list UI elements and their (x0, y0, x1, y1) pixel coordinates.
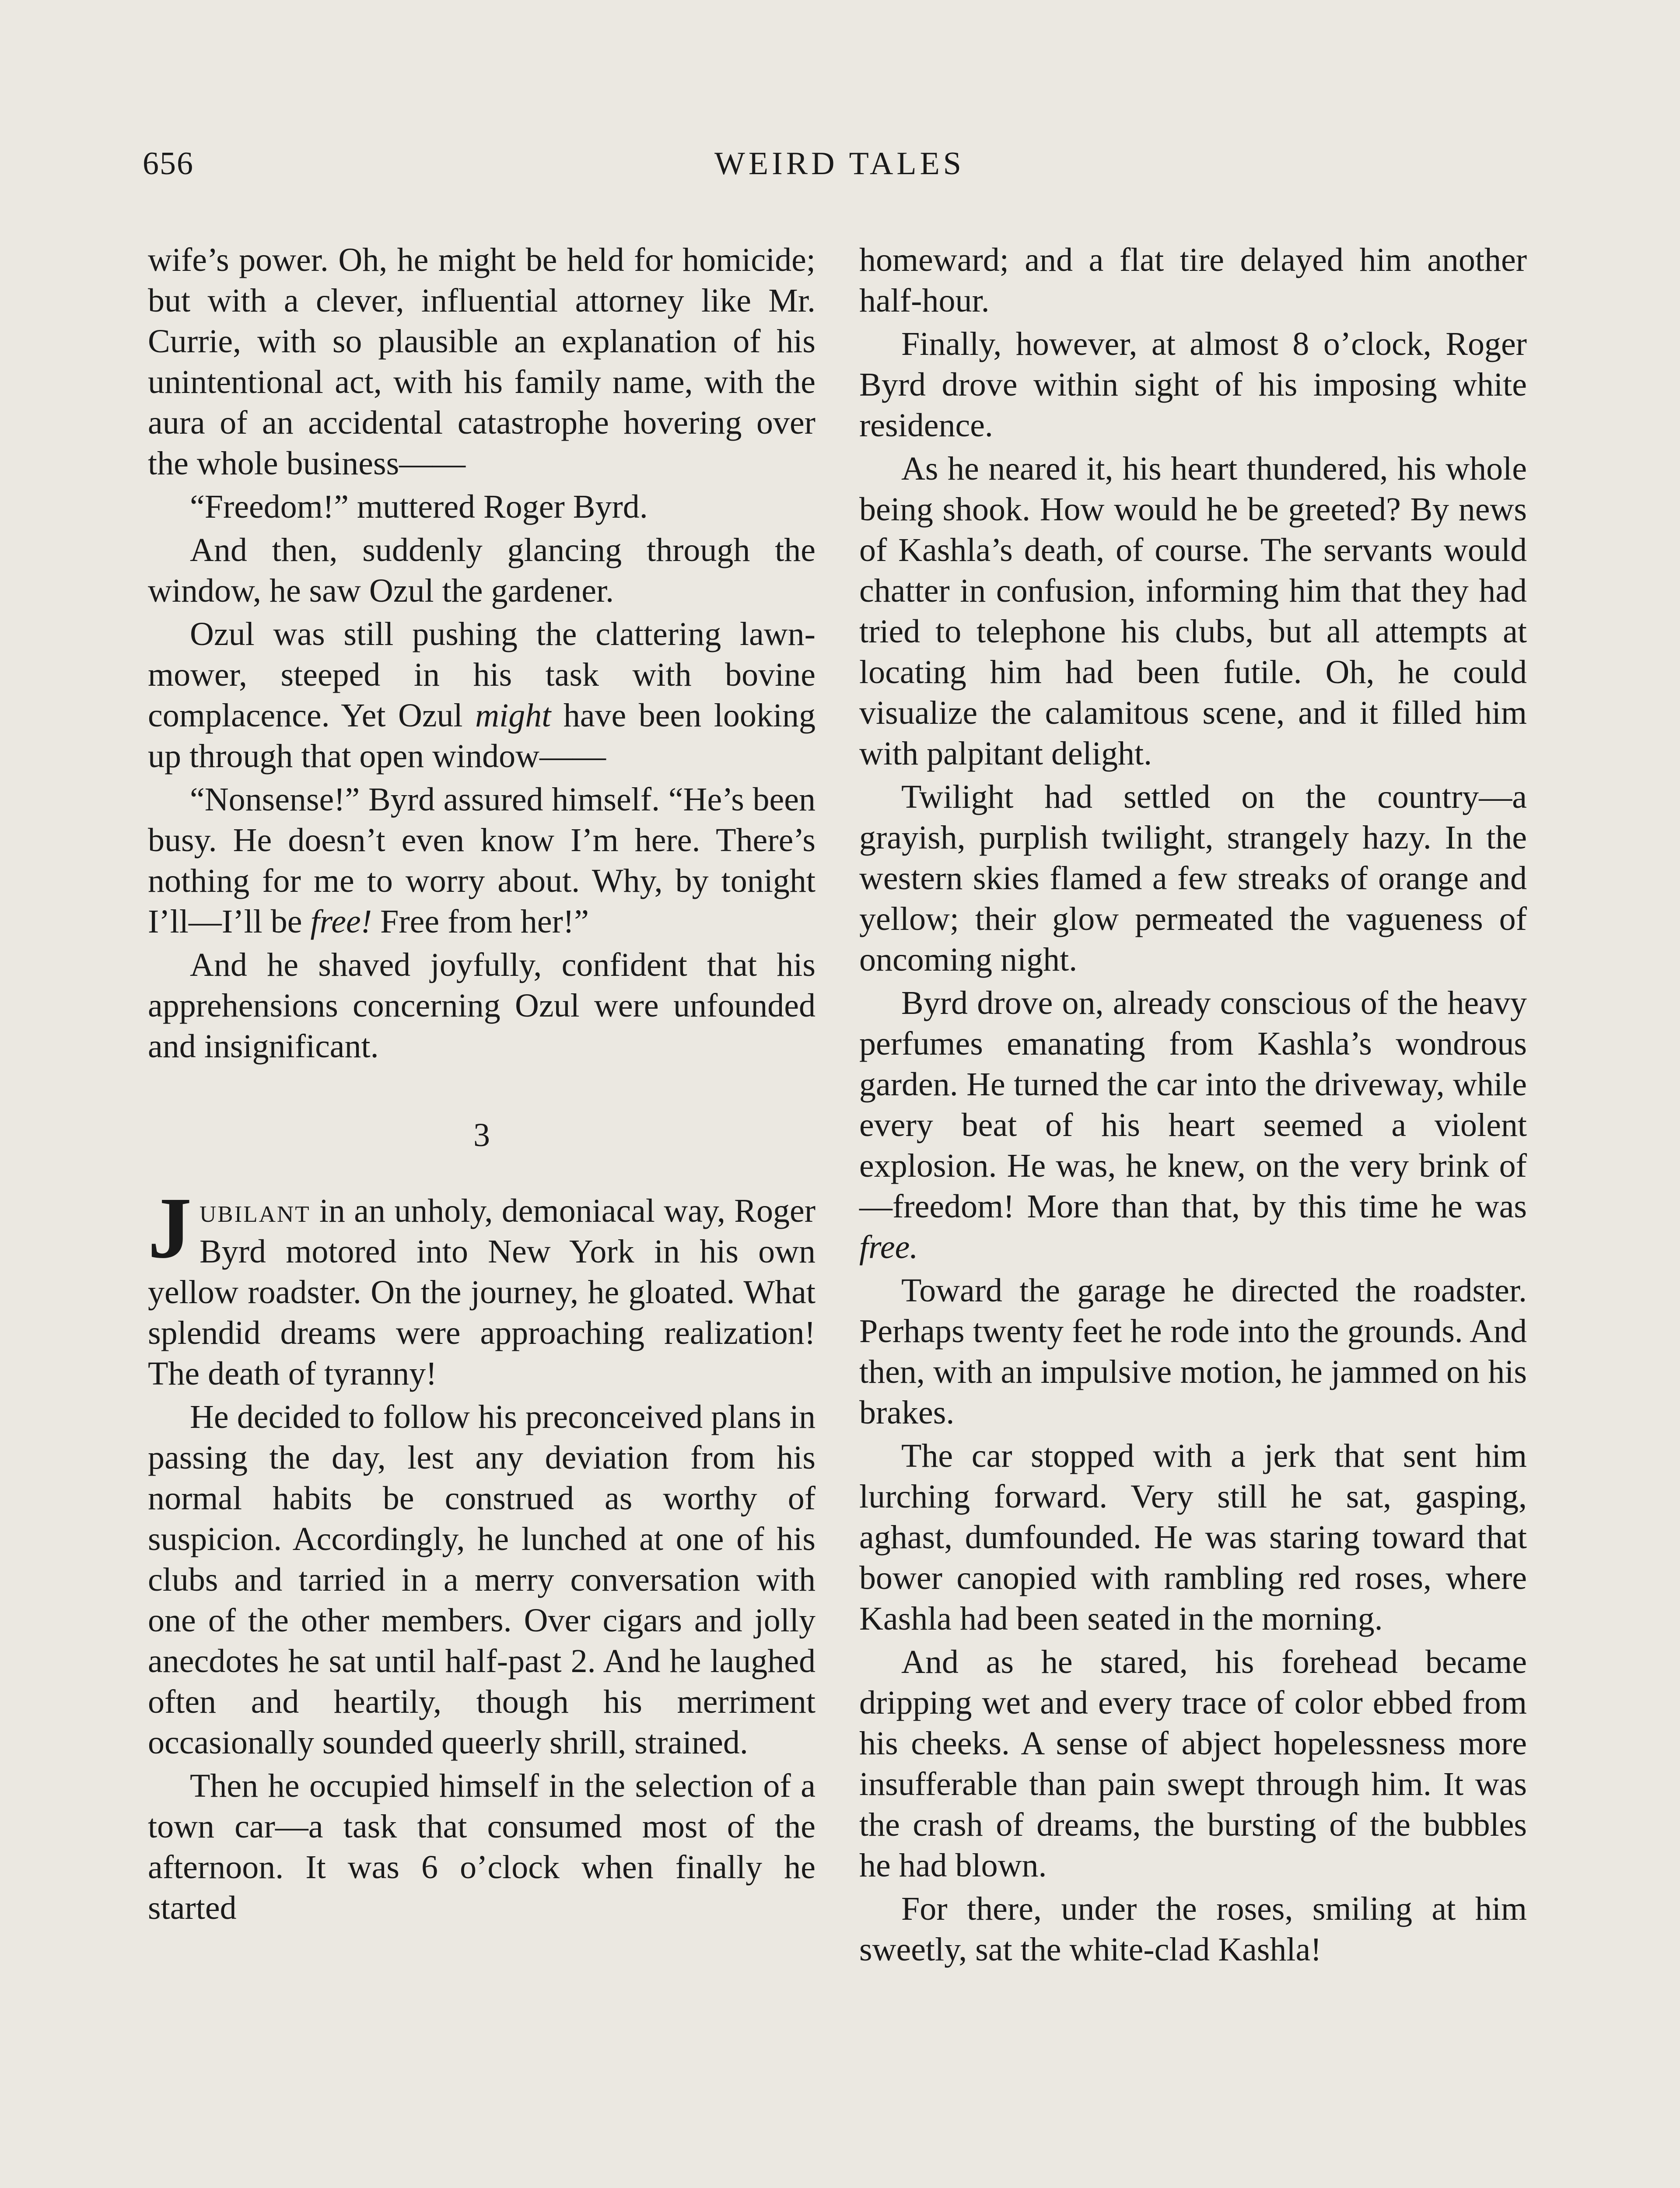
paragraph: And he shaved joyfully, confident that his apprehensions concerning Ozul were unfounded and insignificant. (148, 947, 816, 1065)
paragraph: Twilight had settled on the country—a grayish, purplish twilight, strangely hazy. In the western skies flamed a few streaks of orange and yellow; their glow permeated the vagueness of oncoming night. (859, 778, 1527, 978)
small-caps-text: ubilant (200, 1192, 311, 1229)
text-run: Ozul was still pushing the clattering lawn-mower, steeped in his task with bovine complacence. Yet Ozul (148, 616, 816, 734)
paragraph: And as he stared, his forehead became dripping wet and every trace of color ebbed from his cheeks. A sense of abject hopelessness more insufferable than pain swept through him. It was the crash of dreams, the bursting of the bubbles he had blown. (859, 1644, 1527, 1884)
italic-text: free! (310, 903, 372, 940)
paragraph (859, 983, 1527, 1268)
italic-text: might (475, 697, 551, 734)
paragraph: wife’s power. Oh, he might be held for homicide; but with a clever, influential attorney like Mr. Currie, with so plausible an explanation of his unintentional act, with his family name, with the aura of an accidental catastrophe hovering over the whole business—— (148, 242, 816, 482)
left-column (148, 240, 816, 1931)
paragraph: homeward; and a flat tire delayed him another half-hour. (859, 242, 1527, 319)
page-number: 656 (143, 146, 194, 182)
paragraph: Finally, however, at almost 8 o’clock, Roger Byrd drove within sight of his imposing white residence. (859, 326, 1527, 444)
page-header (143, 145, 1536, 198)
text-run: in an unholy, demoniacal way, Roger Byrd motored into New York in his own yellow roadster. On the journey, he gloated. What splendid dreams were approaching realization! The death of tyranny! (148, 1192, 816, 1392)
section-number: 3 (473, 1117, 490, 1154)
italic-text: free. (859, 1229, 918, 1266)
paragraph: He decided to follow his preconceived plans in passing the day, lest any deviation from his normal habits be construed as worthy of suspicion. Accordingly, he lunched at one of his clubs and tarried in a merry conversation with one of the other members. Over cigars and jolly anecdotes he sat until half-past 2. And he laughed often and heartily, though his merriment occasionally sounded queerly shrill, strained. (148, 1399, 816, 1761)
paragraph (148, 779, 816, 942)
text-run: Byrd drove on, already conscious of the heavy perfumes emanating from Kashla’s wondrous garden. He turned the car into the driveway, while every beat of his heart seemed a violent explosion. He was, he knew, on the very brink of—freedom! More than that, by this time he was (859, 985, 1527, 1225)
right-column (859, 240, 1527, 1973)
paragraph: For there, under the roses, smiling at him sweetly, sat the white-clad Kashla! (859, 1890, 1527, 1968)
paragraph (148, 614, 816, 777)
text-run: Free from her!” (372, 903, 589, 940)
text-run: have been looking up through that open window—— (148, 697, 816, 775)
paragraph: Toward the garage he directed the roadster. Perhaps twenty feet he rode into the grounds. And then, with an impulsive motion, he jammed on his brakes. (859, 1272, 1527, 1431)
paragraph: The car stopped with a jerk that sent him lurching forward. Very still he sat, gasping, aghast, dumfounded. He was staring toward that bower canopied with rambling red roses, where Kashla had been seated in the morning. (859, 1438, 1527, 1637)
paragraph (148, 1180, 816, 1394)
drop-cap: J (148, 1180, 192, 1276)
running-title: WEIRD TALES (714, 146, 965, 182)
paragraph: And then, suddenly glancing through the window, he saw Ozul the gardener. (148, 532, 816, 609)
paragraph: As he neared it, his heart thundered, his whole being shook. How would he be greeted? By news of Kashla’s death, of course. The servants would chatter in confusion, informing him that they had tried to telephone his clubs, but all attempts at locating him had been futile. Oh, he could visualize the calamitous scene, and it filled him with palpitant delight. (859, 450, 1527, 772)
text-run: “Nonsense!” Byrd assured himself. “He’s been busy. He doesn’t even know I’m here. There’s nothing for me to worry about. Why, by tonight I’ll—I’ll be (148, 781, 816, 940)
paragraph: “Freedom!” muttered Roger Byrd. (190, 488, 648, 525)
paragraph: Then he occupied himself in the selection of a town car—a task that consumed most of the afternoon. It was 6 o’clock when finally he started (148, 1767, 816, 1926)
